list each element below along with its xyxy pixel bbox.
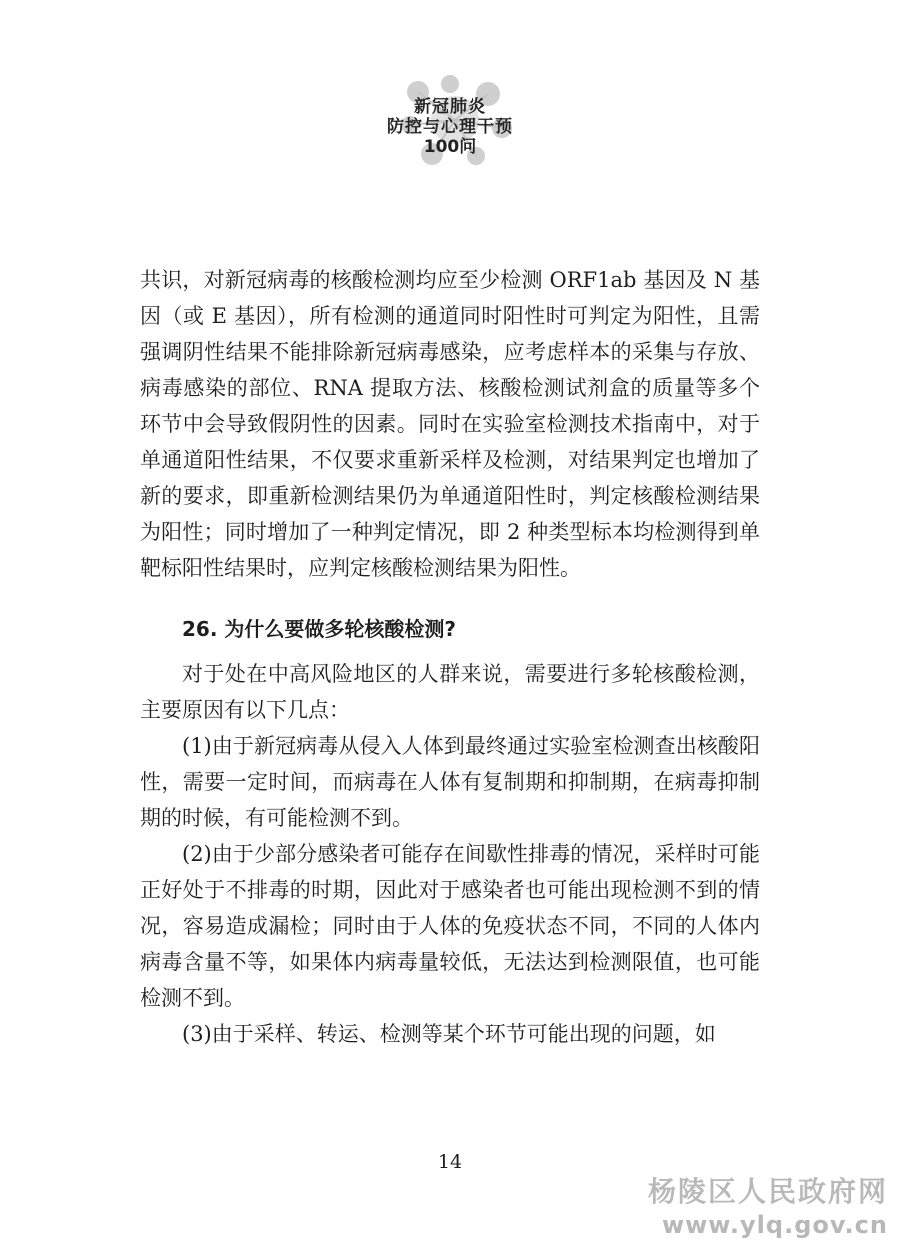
point-2-paragraph: (2)由于少部分感染者可能存在间歇性排毒的情况，采样时可能正好处于不排毒的时期，因此对于感染者也可能出现检测不到的情况，容易造成漏检；同时由于人体的免疫状态不同，不同的人体内病毒含量不等，如果体内病毒量较低，无法达到检测限值，也可能检测不到。: [140, 842, 760, 1010]
watermark: [648, 1174, 888, 1240]
page-body: [140, 262, 760, 1052]
header-title-line3: 100问: [423, 137, 477, 157]
point-1-paragraph: (1)由于新冠病毒从侵入人体到最终通过实验室检测查出核酸阳性，需要一定时间，而病毒在人体有复制期和抑制期，在病毒抑制期的时候，有可能检测不到。: [140, 734, 760, 830]
lead-paragraph: 对于处在中高风险地区的人群来说，需要进行多轮核酸检测，主要原因有以下几点：: [140, 662, 760, 722]
page-number: 14: [437, 1151, 463, 1173]
watermark-url: www.ylq.gov.cn: [661, 1211, 888, 1239]
point-3-paragraph: (3)由于采样、转运、检测等某个环节可能出现的问题，如: [182, 1022, 716, 1046]
intro-paragraph: 共识，对新冠病毒的核酸检测均应至少检测 ORF1ab 基因及 N 基因（或 E 基因），所有检测的通道同时阳性时可判定为阳性，且需强调阴性结果不能排除新冠病毒感染，应考虑样本的采集与存放、病毒感染的部位、RNA 提取方法、核酸检测试剂盒的质量等多个环节中会导致假阴性的因素。同时在实验室检测技术指南中，对于单通道阳性结果，不仅要求重新采样及检测，对结果判定也增加了新的要求，即重新检测结果仍为单通道阳性时，判定核酸检测结果为阳性；同时增加了一种判定情况，即 2 种类型标本均检测得到单靶标阳性结果时，应判定核酸检测结果为阳性。: [140, 268, 760, 580]
watermark-site-name: 杨陵区人民政府网: [647, 1175, 888, 1208]
book-header: [0, 70, 900, 180]
section-title: 26. 为什么要做多轮核酸检测?: [182, 617, 456, 641]
header-title-line1: 新冠肺炎: [414, 97, 486, 117]
header-title-line2: 防控与心理干预: [387, 117, 513, 137]
